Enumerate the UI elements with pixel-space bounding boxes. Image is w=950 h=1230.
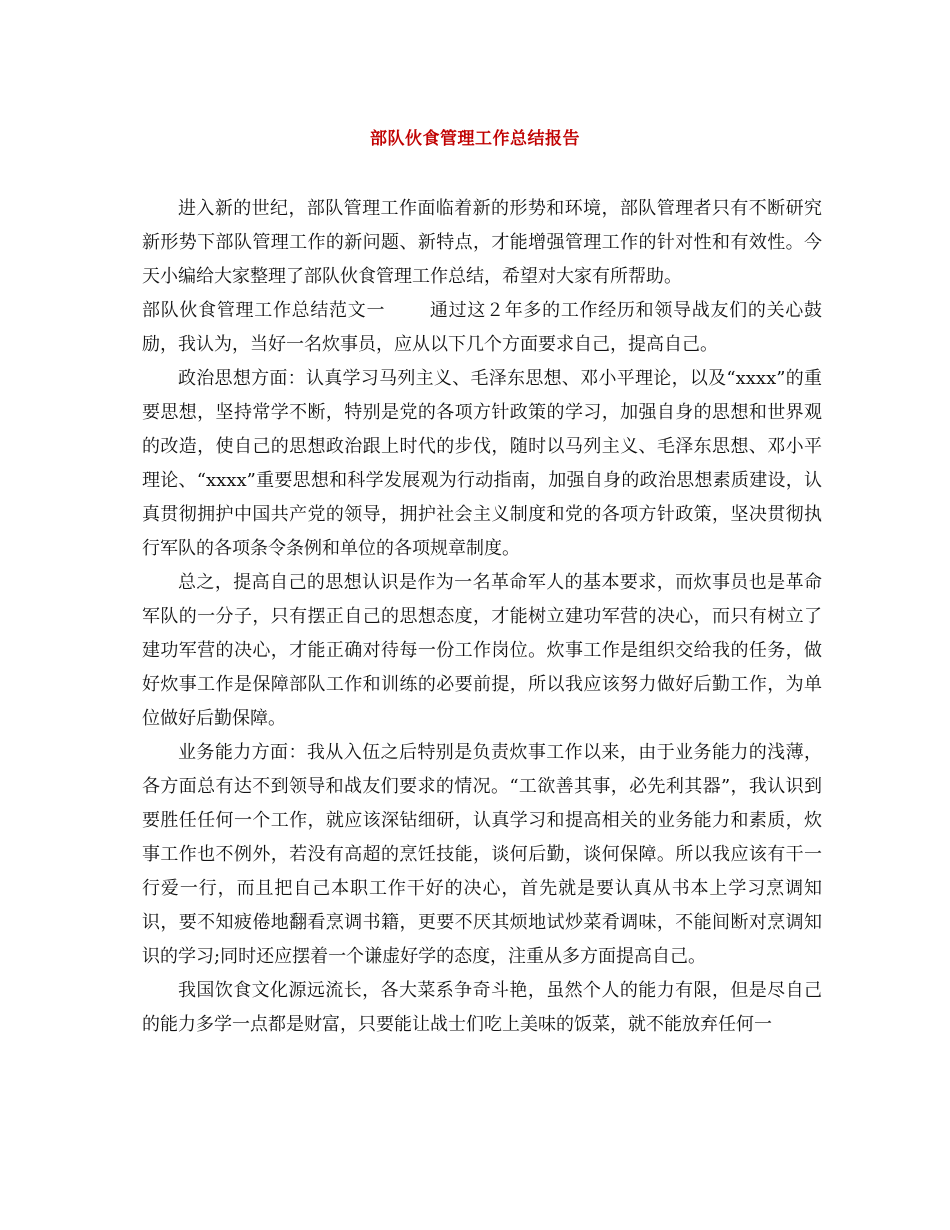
culture-paragraph: 我国饮食文化源远流长，各大菜系争奇斗艳，虽然个人的能力有限，但是尽自己的能力多学一点都是财富，只要能让战士们吃上美味的饭菜，就不能放弃任何一 (142, 980, 822, 1035)
document-body (142, 192, 822, 1042)
intro-paragraph: 进入新的世纪，部队管理工作面临着新的形势和环境，部队管理者只有不断研究新形势下部队管理工作的新问题、新特点，才能增强管理工作的针对性和有效性。今天小编给大家整理了部队伙食管理工作总结，希望对大家有所帮助。 (142, 198, 822, 287)
document-title: 部队伙食管理工作总结报告 (370, 129, 580, 149)
politics-paragraph: 政治思想方面：认真学习马列主义、毛泽东思想、邓小平理论，以及“xxxx”的重要思想，坚持常学不断，特别是党的各项方针政策的学习，加强自身的思想和世界观的改造，使自己的思想政治跟上时代的步伐，随时以马列主义、毛泽东思想、邓小平理论、“xxxx”重要思想和科学发展观为行动指南，加强自身的政治思想素质建设，认真贯彻拥护中国共产党的领导，拥护社会主义制度和党的各项方针政策，坚决贯彻执行军队的各项条令条例和单位的各项规章制度。 (142, 368, 822, 559)
ability-paragraph: 业务能力方面：我从入伍之后特别是负责炊事工作以来，由于业务能力的浅薄，各方面总有达不到领导和战友们要求的情况。“工欲善其事，必先利其器”，我认识到要胜任任何一个工作，就应该深钻细研，认真学习和提高相关的业务能力和素质，炊事工作也不例外，若没有高超的烹饪技能，谈何后勤，谈何保障。所以我应该有干一行爱一行，而且把自己本职工作干好的决心，首先就是要认真从书本上学习烹调知识，要不知疲倦地翻看烹调书籍，更要不厌其烦地试炒菜肴调味，不能间断对烹调知识的学习;同时还应摆着一个谦虚好学的态度，注重从多方面提高自己。 (142, 742, 822, 967)
section-paragraph (142, 294, 822, 362)
section-lead-text: 通过这２年多的工作经历和领导战友们的关心鼓励，我认为，当好一名炊事员，应从以下几个方面要求自己，提高自己。 (142, 300, 823, 355)
summary-paragraph: 总之，提高自己的思想认识是作为一名革命军人的基本要求，而炊事员也是革命军队的一分子，只有摆正自己的思想态度，才能树立建功军营的决心，而只有树立了建功军营的决心，才能正确对待每一份工作岗位。炊事工作是组织交给我的任务，做好炊事工作是保障部队工作和训练的必要前提，所以我应该努力做好后勤工作，为单位做好后勤保障。 (142, 572, 822, 729)
section-heading: 部队伙食管理工作总结范文一 (142, 300, 386, 321)
